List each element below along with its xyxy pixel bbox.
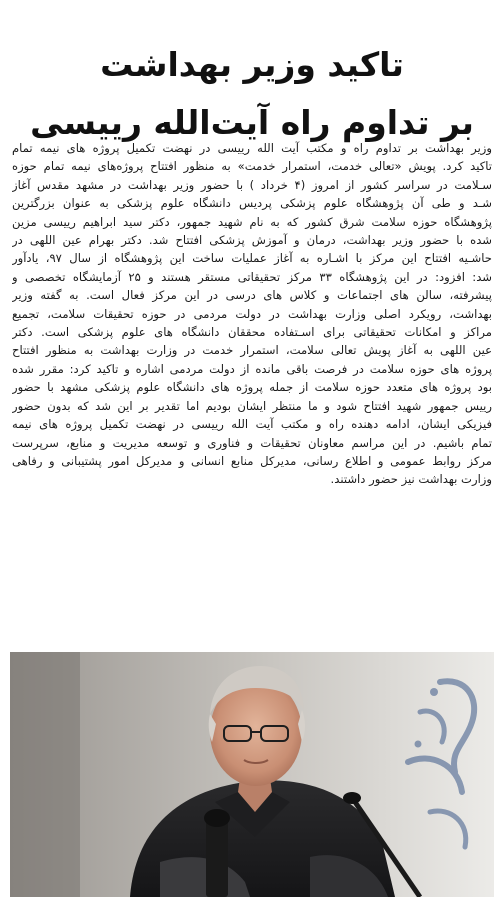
body-line: مرکز روابط عمومی و اطلاع رسانی، مدیرکل منابع انسانی و مدیرکل امور پشتیبانی و رفاهی [12,453,492,468]
body-line: سـلامت در سراسر کشور از امروز (۴ خرداد ) با حضور وزیر بهداشت در مشهد مقدس آغاز [12,177,492,192]
body-line: تمام باشیم. در این مراسم معاونان تحقیقات و فناوری و توسعه مدیریت و منابع، سرپرست [12,435,492,450]
article-headline [10,36,494,152]
headline-line-2: بر تداوم راه آیت‌الله رییسی [30,103,474,143]
body-line: فیزیکی ایشان، ادامه دهنده راه و مکتب آیت الله رییسی در نهضت تکمیل پروژه های نیمه [12,417,492,432]
body-line: شـد و طی آن پژوهشگاه علوم پزشکی پردیس دانشگاه علوم پزشکی به عنوان بزرگترین [12,196,492,211]
headline-line-1: تاکید وزیر بهداشت [100,45,404,85]
body-line: پژوهشگاه حوزه سلامت شرق کشور که به نام شهید جمهور، دکتر سید ابراهیم رییسی مزین [12,214,492,229]
body-line: بود پروژه های متعدد حوزه سلامت از جمله پروژه های دانشگاه علوم پزشکی مشهد با حضور [12,380,492,395]
body-line: شد: افزود: در این پژوهشگاه ۳۳ مرکز تحقیقاتی مستقر هستند و ۲۵ آزمایشگاه تخصصی و [12,269,492,284]
body-line: رییس جمهور شهید افتتاح شود و ما منتظر ایشان بودیم اما تقدیر بر این شد که بدون حضور [12,398,492,413]
body-line: وزیر بهداشت بر تداوم راه و مکتب آیت الله رییسی در نهضت تکمیل پروژه های نیمه تمام [12,141,492,155]
body-line: تاکید کرد. پویش «تعالی خدمت، استمرار خدمت» به منظور افتتاح پروژه‌های نیمه تمام حوزه [12,159,492,174]
body-line: وزارت بهداشت نیز حضور داشتند. [330,472,492,487]
body-line: شده با حضور وزیر بهداشت، درمان و آموزش پزشکی افتتاح شد. دکتر بهرام عین اللهی در [12,233,492,248]
body-line: عین اللهی به آغاز پویش تعالی سلامت، استمرار خدمت در وزارت بهداشت به منظور افتتاح [12,343,492,358]
article-body [12,139,492,489]
body-line: مراکز و امکانات تحقیقاتی برای اسـتفاده محققان دانشگاه های علوم پزشکی است. دکتر [12,325,492,340]
body-line: حاشـیه افتتاح این مرکز با اشـاره به آغاز عملیات ساخت این پژوهشگاه از سال ۹۷، یادآور [12,251,492,266]
article-photo [10,652,494,897]
body-line: بهداشت، رویکرد اصلی وزارت بهداشت در دولت مردمی در حوزه تحقیقات سلامت، تجمیع [12,306,492,321]
body-line: پیشرفته، سالن های اجتماعات و کلاس های درسی در این مرکز فعال است. به گفته وزیر [12,288,492,303]
body-line: پروژه های حوزه سلامت در فرصت باقی مانده از دولت مردمی اشاره و تاکید کرد: مقرر شده [12,361,492,376]
